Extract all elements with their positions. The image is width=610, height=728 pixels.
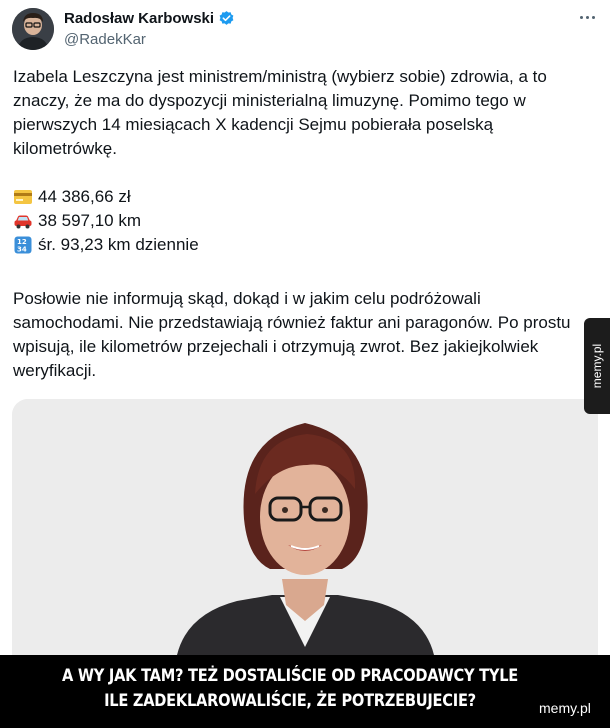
avatar[interactable] <box>12 8 54 50</box>
side-watermark <box>584 318 610 414</box>
stat-average <box>13 233 413 257</box>
stat-distance-text: 38 597,10 km <box>38 211 142 230</box>
tweet-paragraph-2: Posłowie nie informują skąd, dokąd i w jakim celu podróżowali samochodami. Nie przedstawiają również faktur ani paragonów. Po prostu wpisują, ile kilometrów przejechali i otrzymują zwrot. Bez jakiejkolwiek weryfikacji. <box>13 289 571 380</box>
svg-text:34: 34 <box>17 245 27 254</box>
side-watermark-text: memy.pl <box>590 343 605 389</box>
car-icon <box>13 212 33 230</box>
tweet-paragraph-1: Izabela Leszczyna jest ministrem/ministrą (wybierz sobie) zdrowia, a to znaczy, że ma do dyspozycji ministerialną limuzynę. Pomimo tego w pierwszych 14 miesiącach X kadencji Sejmu pobierała poselską kilometrówkę. <box>13 67 547 158</box>
stat-distance <box>13 209 413 233</box>
author-handle[interactable]: @RadekKar <box>64 31 146 48</box>
meme-caption-bar <box>0 655 610 728</box>
watermark-logo: memy.pl <box>539 700 591 716</box>
meme-caption <box>58 664 522 714</box>
stat-average-text: śr. 93,23 km dziennie <box>38 235 199 254</box>
credit-card-icon <box>13 188 33 206</box>
meme-caption-line-2: ILE ZADEKLAROWALIŚCIE, ŻE POTRZEBUJECIE? <box>104 691 476 711</box>
tweet-photo[interactable] <box>12 399 598 655</box>
more-options-icon[interactable] <box>574 8 600 26</box>
numbers-icon <box>13 236 33 254</box>
author-name-text[interactable]: Radosław Karbowski <box>64 10 215 27</box>
author-name[interactable] <box>64 10 235 27</box>
meme-caption-line-1: A WY JAK TAM? TEŻ DOSTALIŚCIE OD PRACODAWCY TYLE <box>62 666 518 686</box>
stat-money <box>13 185 413 209</box>
stat-money-text: 44 386,66 zł <box>38 187 131 206</box>
verified-badge-icon <box>218 10 235 27</box>
svg-text:12: 12 <box>17 238 27 246</box>
tweet-stats <box>13 185 413 257</box>
